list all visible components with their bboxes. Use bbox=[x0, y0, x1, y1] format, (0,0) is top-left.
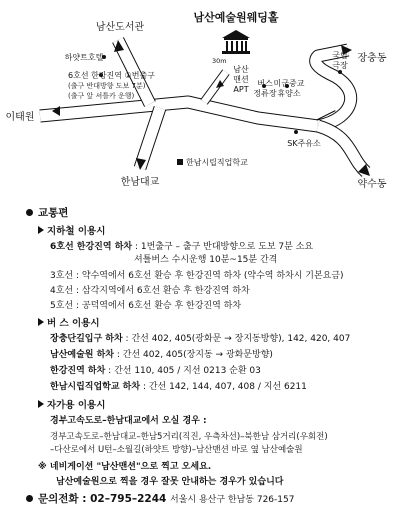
label-yaksu: 약수동 bbox=[357, 179, 387, 190]
car-route-title: 경부고속도로–한남대교에서 오실 경우 : bbox=[50, 416, 207, 426]
subway-line: 셔틀버스 수시운행 10분~15분 간격 bbox=[134, 255, 278, 265]
bus-line: 남산예술원 하차 : 간선 402, 405(장지동 → 광화문방향) bbox=[50, 350, 273, 360]
wedding-hall-icon bbox=[222, 30, 250, 54]
theater-marker-icon bbox=[338, 70, 342, 74]
subway-line: 6호선 한강진역 하차 : 1번출구 – 출구 반대방향으로 도보 7분 소요 bbox=[50, 242, 314, 252]
bus-line: 한강진역 하차 : 간선 110, 405 / 지선 0213 순환 03 bbox=[50, 366, 261, 376]
map-title: 남산예술원웨딩홀 bbox=[193, 11, 279, 24]
location-map bbox=[0, 0, 400, 200]
subway-line: 5호선 : 공덕역에서 6호선 환승 후 한강진역 하차 bbox=[50, 301, 242, 311]
label-itaewon: 이태원 bbox=[5, 112, 35, 123]
label-bus-stop-2: 정류장 bbox=[253, 89, 277, 98]
triangle-bullet-icon bbox=[38, 400, 44, 408]
triangle-bullet-icon bbox=[38, 226, 44, 234]
label-distance: 30m bbox=[212, 57, 227, 65]
contact: 문의전화 : 02–795–2244 서울시 용산구 한남동 726-157 bbox=[26, 494, 294, 506]
label-namsan-mansion-3: APT bbox=[233, 85, 249, 94]
car-route-line: –다산로에서 U턴–소월길(하얏트 방향)–남산맨션 바로 옆 남산예술원 bbox=[50, 445, 303, 455]
bus-line: 장충단길입구 하차 : 간선 402, 405(광화문 → 장지동방향), 142, 420, 407 bbox=[50, 334, 351, 344]
label-hannam-bridge: 한남대교 bbox=[120, 177, 160, 188]
subway-line: 3호선 : 약수역에서 6호선 환승 후 한강진역 하차 (약수역 하차시 기본요금) bbox=[50, 271, 344, 281]
label-migun-2: 휴양소 bbox=[277, 89, 301, 98]
label-migun-1: 미군중교 bbox=[273, 79, 305, 88]
label-theater-1: 국립 bbox=[332, 51, 348, 60]
label-theater-2: 극장 bbox=[332, 61, 348, 70]
label-jangchung: 장충동 bbox=[357, 53, 387, 64]
school-icon bbox=[177, 159, 183, 165]
label-shuttle-note: (출구 앞 셔틀카 운행) bbox=[68, 92, 135, 100]
triangle-bullet-icon bbox=[38, 318, 44, 326]
subway-line: 4호선 : 삼각지역에서 6호선 환승 후 한강진역 하차 bbox=[50, 286, 250, 296]
car-heading: 자가용 이용시 bbox=[38, 400, 105, 411]
label-hannam-school: 한남시립직업학교 bbox=[186, 158, 248, 167]
label-exit-note: (출구 반대방향 도보 7분) bbox=[68, 82, 146, 90]
bullet-icon bbox=[26, 495, 33, 502]
car-route-line: 경부고속도로–한남대교–한남5거리(직진, 우측차선)–북한남 삼거리(우회전) bbox=[50, 432, 328, 442]
label-bus-stop-1: 버스 bbox=[257, 79, 273, 88]
sk-marker-icon bbox=[294, 130, 298, 134]
label-hyatt: 하얏트호텔 bbox=[64, 53, 104, 62]
subway-heading: 지하철 이용시 bbox=[38, 226, 105, 237]
label-line6-station: 6호선 한강진역 ①번출구 bbox=[68, 71, 155, 80]
navi-note: 남산예술원으로 찍을 경우 잘못 안내하는 경우가 있습니다 bbox=[56, 477, 284, 487]
label-namsan-mansion-2: 맨션 bbox=[233, 75, 249, 84]
transport-heading: 교통편 bbox=[26, 208, 68, 219]
label-sk: SK주유소 bbox=[287, 139, 321, 148]
navi-note: ※ 네비게이션 "남산맨션"으로 찍고 오세요. bbox=[38, 462, 212, 472]
label-namsan-library: 남산도서관 bbox=[95, 22, 145, 33]
bus-heading: 버 스 이용시 bbox=[38, 318, 100, 329]
bullet-icon bbox=[26, 209, 33, 216]
bus-line: 한남시립직업학교 하차 : 간선 142, 144, 407, 408 / 지선 6211 bbox=[50, 382, 307, 392]
label-namsan-mansion-1: 남산 bbox=[233, 65, 249, 74]
